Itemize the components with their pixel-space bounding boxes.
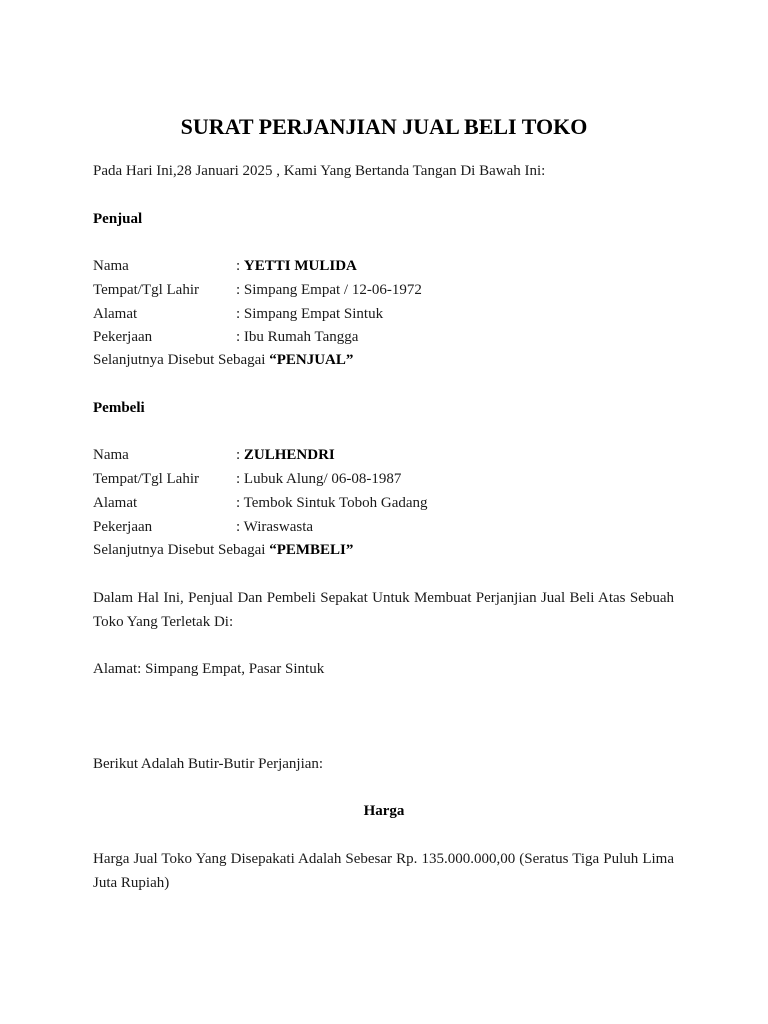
- buyer-job-value: : Wiraswasta: [236, 519, 314, 535]
- seller-name-label: Nama: [93, 258, 129, 274]
- buyer-alias-value: “PEMBELI”: [269, 542, 354, 558]
- buyer-birth-label: Tempat/Tgl Lahir: [93, 471, 199, 487]
- document-title: SURAT PERJANJIAN JUAL BELI TOKO: [180, 114, 588, 139]
- agreement-line-2: Toko Yang Terletak Di:: [93, 614, 234, 630]
- seller-birth-label: Tempat/Tgl Lahir: [93, 282, 199, 298]
- seller-name-colon: :: [236, 258, 244, 274]
- price-line-1: Harga Jual Toko Yang Disepakati Adalah Sebesar Rp. 135.000.000,00 (Seratus Tiga Puluh Lima: [93, 851, 674, 867]
- buyer-alias-prefix: Selanjutnya Disebut Sebagai: [93, 542, 270, 558]
- buyer-name-field: [236, 448, 335, 463]
- seller-address-value: : Simpang Empat Sintuk: [236, 306, 384, 322]
- seller-name-field: [236, 259, 357, 274]
- intro-text: Pada Hari Ini,28 Januari 2025 , Kami Yang Bertanda Tangan Di Bawah Ini:: [93, 163, 546, 179]
- seller-alias-value: “PENJUAL”: [269, 352, 354, 368]
- price-heading: Harga: [363, 803, 405, 819]
- terms-intro: Berikut Adalah Butir-Butir Perjanjian:: [93, 756, 324, 772]
- seller-address-label: Alamat: [93, 306, 138, 322]
- seller-name-value: YETTI MULIDA: [243, 258, 357, 274]
- seller-job-value: : Ibu Rumah Tangga: [236, 329, 359, 345]
- location-text: Alamat: Simpang Empat, Pasar Sintuk: [93, 661, 325, 677]
- price-line-2: Juta Rupiah): [93, 875, 170, 891]
- seller-alias-prefix: Selanjutnya Disebut Sebagai: [93, 352, 270, 368]
- buyer-job-label: Pekerjaan: [93, 519, 153, 535]
- buyer-name-colon: :: [236, 447, 244, 463]
- agreement-line-1: Dalam Hal Ini, Penjual Dan Pembeli Sepakat Untuk Membuat Perjanjian Jual Beli Atas Sebuah: [93, 590, 674, 606]
- seller-birth-value: : Simpang Empat / 12-06-1972: [236, 282, 422, 298]
- buyer-address-value: : Tembok Sintuk Toboh Gadang: [236, 495, 428, 511]
- buyer-heading: Pembeli: [93, 400, 145, 416]
- seller-heading: Penjual: [93, 211, 143, 227]
- buyer-alias-line: [93, 543, 353, 558]
- buyer-birth-value: : Lubuk Alung/ 06-08-1987: [236, 471, 402, 487]
- buyer-name-value: ZULHENDRI: [243, 447, 335, 463]
- seller-job-label: Pekerjaan: [93, 329, 153, 345]
- buyer-name-label: Nama: [93, 447, 129, 463]
- buyer-address-label: Alamat: [93, 495, 138, 511]
- seller-alias-line: [93, 353, 353, 368]
